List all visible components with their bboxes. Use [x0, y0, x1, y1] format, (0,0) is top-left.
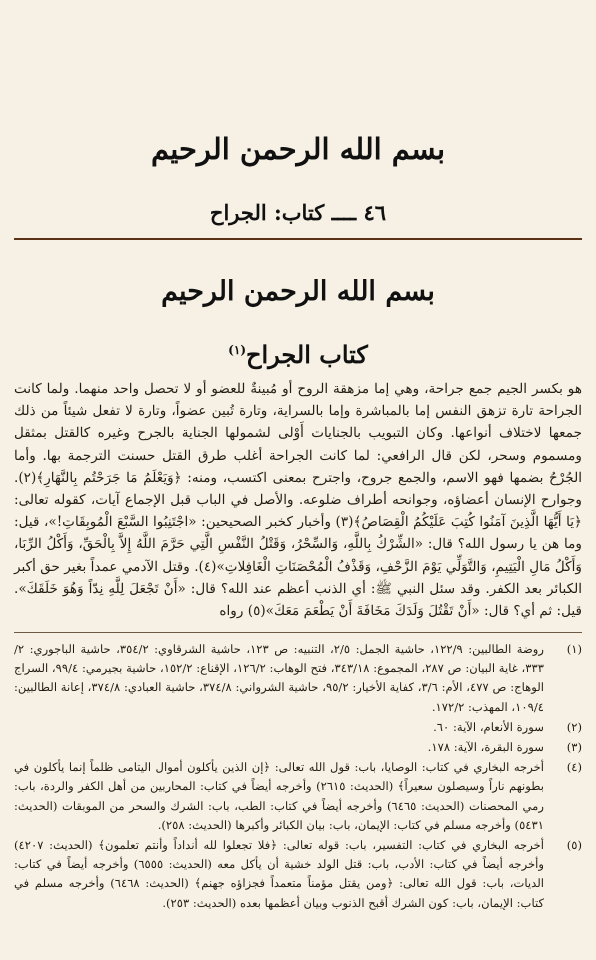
footnote-number: (٤) [566, 760, 582, 775]
footnote-item [14, 758, 582, 835]
basmala-text: بسم الله الرحمن الرحيم [150, 132, 446, 166]
footnote-text: أخرجه البخاري في كتاب: الوصايا، باب: قول الله تعالى: ﴿إن الذين يأكلون أموال اليتامى ظلماً إنما يأكلون في بطونهم ناراً وسيصلون سعيراً﴾ (الحديث: ٢٦١٥) وأخرجه أيضاً في كتاب: المحاربين من أهل الكفر والردة، باب: رمي المحصنات (الحديث: ٦٤٦٥) وأخرجه أيضاً في كتاب: الطب، باب: الشرك والسحر من الموبقات (الحديث: ٥٤٣١) وأخرجه مسلم في كتاب: الإيمان، باب: بيان الكبائر وأكبرها (الحديث: ٢٥٨). [14, 760, 544, 832]
footnote-number: (٥) [566, 838, 582, 853]
body-paragraph: هو بكسر الجيم جمع جراحة، وهي إما مزهقة الروح أو مُبينةٌ للعضو أو لا تحصل واحد منهما. ولما كانت الجراحة تارة تزهق النفس إما بالمباشرة وإما بالسراية، وتارة تُبين عضواً، وتارة لا تفعل شيئاً من ذلك جمعها لاختلاف أنواعها. وكان التبويب بالجنايات أَوْلى لشمولها الجناية بالجرح وغيره كالقتل بمثقل ومسموم وسحر، لكن قال الرافعي: لما كانت الجراحة أغلب طرق القتل حسنت الترجمة بها. وأما الجُرْحُ بضمها فهو الاسم، والجمع جروح، واجترح بمعنى اكتسب، ومنه: ﴿وَيَعْلَمُ مَا جَرَحْتُم بِالنَّهَارِ﴾(٢). وجوارح الإنسان أعضاؤه، وجوانحه أطراف ضلوعه. والأصل في الباب قبل الإجماع آيات، كقوله تعالى: ﴿يَا أَيُّهَا الَّذِينَ آمَنُوا كُتِبَ عَلَيْكُمُ الْقِصَاصُ﴾(٣) وأخبار كخبر الصحيحين: «اجْتَنِبُوا السَّبْعَ الْمُوبِقَاتِ!»، قيل: وما هن يا رسول الله؟ قال: «الشِّرْكُ بِاللَّهِ، وَالسِّحْرُ، وَقَتْلُ النَّفْسِ الَّتِي حَرَّمَ اللَّهُ إِلاَّ بِالْحَقِّ، وَأَكْلُ الرِّبَا، وَأَكْلُ مَالِ الْيَتِيمِ، وَالتَّوَلِّي يَوْمَ الزَّحْفِ، وَقَذْفُ الْمُحْصَنَاتِ الْغَافِلاتِ»(٤). وقتل الآدمي عمداً بغير حق أكبر الكبائر بعد الكفر. وقد سئل النبي ﷺ: أي الذنب أعظم عند الله؟ قال: «أَنْ تَجْعَلَ لِلَّهِ نِدّاً وَهُوَ خَلَقَكَ». قيل: ثم أي؟ قال: «أَنْ تَقْتُلَ وَلَدَكَ مَخَافَةَ أَنْ يَطْعَمَ مَعَكَ»(٥) رواه [14, 381, 582, 620]
chapter-heading [0, 200, 596, 225]
book-title-text: كتاب الجراح [246, 340, 368, 369]
book-title [0, 340, 596, 369]
footnote-item [14, 718, 582, 737]
footnote-divider [14, 632, 582, 633]
footnote-text: روضة الطالبين: ١٢٢/٩، حاشية الجمل: ٢/٥، التنبيه: ص ١٢٣، حاشية الشرقاوي: ٣٥٤/٢، حاشية الباجوري: ٢/ ٣٣٣، غاية البيان: ص ٢٨٧، المجموع: ٣٤٣/١٨، فتح الوهاب: ١٢٦/٢، الإقناع: ١٥٢/٢، حاشية بجيرمي: ٩٩/٤، السراج الوهاج: ص ٤٧٧، الأم: ٣/٦، كفاية الأخيار: ٩٥/٢، حاشية الشرواني: ٣٧٤/٨، حاشية العبادي: ٣٧٤/٨، إعانة الطالبين: ١٠٩/٤، المهذب: ١٧٢/٢. [14, 642, 545, 714]
footnote-text: سورة البقرة، الآية: ١٧٨. [427, 740, 544, 755]
section-basmala [0, 276, 596, 307]
footnote-number: (١) [566, 642, 582, 656]
footnote-number: (٣) [566, 740, 582, 755]
chapter-number: ٤٦ [363, 200, 387, 225]
footnote-item [14, 738, 582, 757]
footnote-text: أخرجه البخاري في كتاب: التفسير، باب: قوله تعالى: ﴿فلا تجعلوا لله أنداداً وأنتم تعلمون﴾ (الحديث: ٤٢٠٧) وأخرجه أيضاً في كتاب: الأدب، باب: قتل الولد خشية أن يأكل معه (الحديث: ٦٥٥٥) وأخرجه أيضاً في كتاب: الديات، باب: قول الله تعالى: ﴿ومن يقتل مؤمناً متعمداً فجزاؤه جهنم﴾ (الحديث: ٦٤٦٨) وأخرجه مسلم في كتاب: الإيمان، باب: كون الشرك أقبح الذنوب وبيان أعظمها بعده (الحديث: ٢٥٣). [14, 838, 544, 910]
page-basmala [0, 132, 596, 166]
footnote-text: سورة الأنعام، الآية: ٦٠. [433, 719, 544, 734]
book-title-ref: (١) [228, 343, 246, 357]
footnote-item [14, 640, 582, 717]
chapter-divider [14, 238, 582, 240]
chapter-title: كتاب: الجراح [209, 200, 325, 225]
footnote-number: (٢) [566, 719, 582, 734]
main-text [14, 378, 582, 622]
footnote-item [14, 836, 582, 913]
chapter-dash: ــــ [324, 200, 357, 225]
section-basmala-text: بسم الله الرحمن الرحيم [161, 276, 435, 307]
footnotes [14, 640, 582, 914]
